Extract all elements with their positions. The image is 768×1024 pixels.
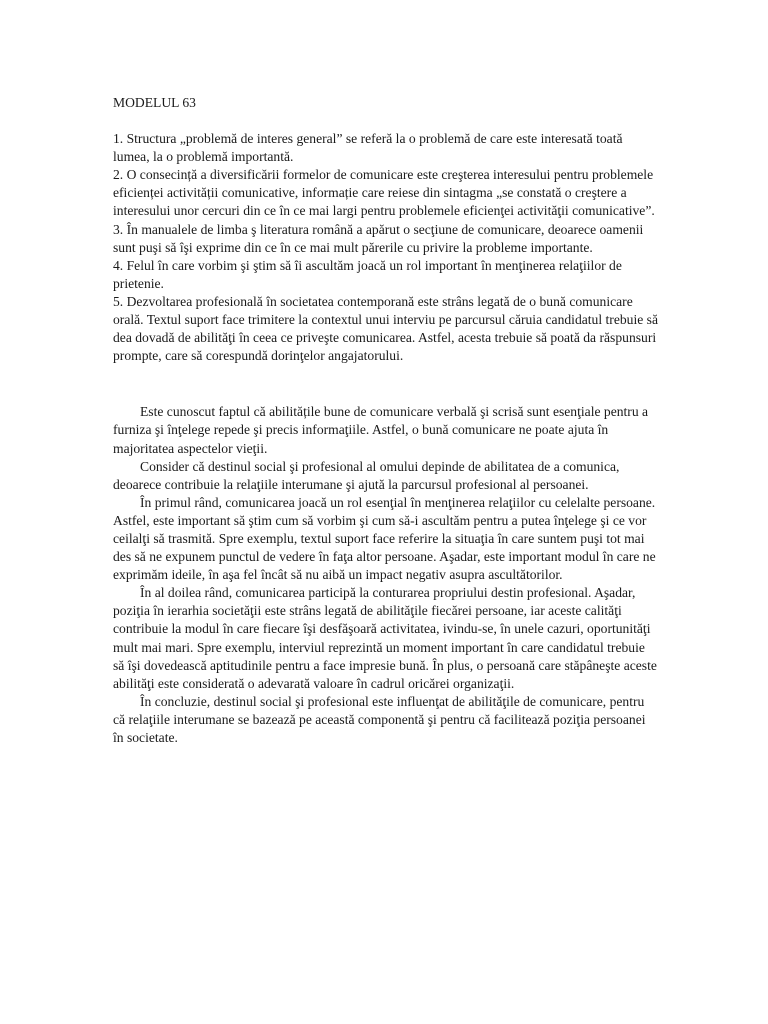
answers-list bbox=[113, 130, 658, 365]
document-title: MODELUL 63 bbox=[113, 95, 196, 110]
essay-paragraph-intro: Este cunoscut faptul că abilitățile bune de comunicare verbală şi scrisă sunt esenţiale pentru a furniza şi înţelege repede şi precis informaţiile. Astfel, o bună comunicare ne poate ajuta în majoritatea aspectelor vieţii. bbox=[113, 404, 649, 456]
essay-paragraph-conclusion: În concluzie, destinul social şi profesional este influenţat de abilităţile de comunicare, pentru că relaţiile interumane se bazează pe această componentă şi pentru că facilitează poziţia persoanei în societate. bbox=[113, 693, 646, 745]
essay-paragraph-argument-1: În primul rând, comunicarea joacă un rol esenţial în menţinerea relaţiilor cu celelalte persoane. Astfel, este important să ştim cum să vorbim şi cum să-i ascultăm pentru a putea înţelege şi ce vor ceilalţi să trasmită. Spre exemplu, textul suport face referire la situaţia în care suntem puşi tot mai des să ne expunem punctul de vedere în faţa altor persoane. Aşadar, este important modul în care ne exprimăm ideile, în aşa fel încât să nu aibă un impact negativ asupra ascultătorilor. bbox=[113, 494, 656, 583]
answer-item-5: 5. Dezvoltarea profesională în societatea contemporană este strâns legată de o bună comunicare orală. Textul suport face trimitere la contextul unui interviu pe parcursul căruia candidatul trebuie să dea dovadă de abilităţi în ceea ce priveşte comunicarea. Astfel, acesta trebuie să poată da răspunsuri prompte, care să corespundă dorinţelor angajatorului. bbox=[113, 293, 658, 364]
essay-paragraph-thesis: Consider că destinul social şi profesional al omului depinde de abilitatea de a comunica, deoarece contribuie la relaţiile interumane şi ajută la parcursul profesional al persoanei. bbox=[113, 458, 620, 492]
answer-item-3: 3. În manualele de limba ş literatura română a apărut o secţiune de comunicare, deoarece oamenii sunt puşi să îşi exprime din ce în ce mai mult părerile cu privire la probleme importante. bbox=[113, 221, 644, 255]
essay bbox=[113, 403, 658, 747]
essay-paragraph-argument-2: În al doilea rând, comunicarea participă la conturarea propriului destin profesional. Aşadar, poziţia în ierarhia societăţii este strâns legată de abilităţile fiecărei persoane, iar aceste calităţi contribuie la modul în care fiecare îşi desfăşoară activitatea, ivindu-se, în unele cazuri, oportunităţi mult mai mari. Spre exemplu, interviul reprezintă un moment important în care candidatul trebuie să îşi dovedească aptitudinile pentru a face impresie bună. În plus, o persoană care stăpâneşte aceste abilităţi este considerată o adevarată valoare în cadrul oricărei organizaţii. bbox=[113, 585, 657, 691]
document-page bbox=[113, 94, 658, 747]
answer-item-4: 4. Felul în care vorbim şi ştim să îi ascultăm joacă un rol important în menţinerea relaţiilor de prietenie. bbox=[113, 257, 622, 291]
answer-item-1: 1. Structura „problemă de interes general” se referă la o problemă de care este interesată toată lumea, la o problemă importantă. bbox=[113, 131, 623, 165]
answer-item-2: 2. O consecință a diversificării formelor de comunicare este creşterea interesului pentru problemele eficienței activității comunicative, informație care reiese din sintagma „se constată o creştere a interesului unor cercuri din ce în ce mai largi pentru problemele eficienţei activităţii comunicative”. bbox=[113, 167, 655, 219]
